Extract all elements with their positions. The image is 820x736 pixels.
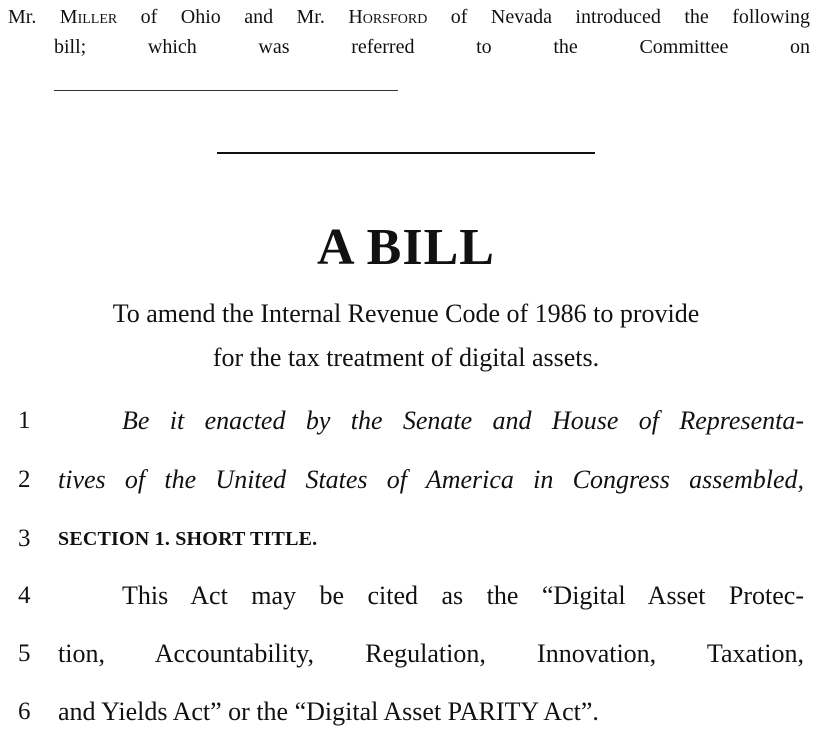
purpose-line-2: for the tax treatment of digital assets. — [212, 343, 600, 372]
line-text-5: tion, Accountability, Regulation, Innovation, Taxation, — [58, 639, 804, 668]
line-number-6: 6 — [18, 698, 31, 725]
line-number-1: 1 — [18, 407, 31, 434]
bill-purpose — [0, 292, 812, 380]
intro-mid: of Ohio and Mr. — [117, 6, 349, 28]
introduction-statement — [8, 2, 810, 62]
line-number-2: 2 — [18, 466, 31, 493]
line-number-4: 4 — [18, 582, 31, 609]
section-heading: SECTION 1. SHORT TITLE. — [58, 528, 318, 550]
line-text-6: and Yields Act” or the “Digital Asset PARITY Act”. — [58, 697, 599, 726]
intro-suffix: of Nevada introduced the following — [427, 6, 810, 28]
line-text-4: This Act may be cited as the “Digital Asset Protec- — [122, 581, 804, 610]
intro-line-2: bill; which was referred to the Committee on — [54, 36, 810, 58]
purpose-line-1: To amend the Internal Revenue Code of 1986 to provide — [112, 299, 700, 328]
line-number-3: 3 — [18, 525, 31, 552]
intro-prefix: Mr. — [8, 6, 60, 28]
sponsor-2: Horsford — [348, 6, 428, 28]
committee-blank-line — [54, 90, 398, 91]
intro-line-1 — [8, 2, 810, 32]
line-number-5: 5 — [18, 640, 31, 667]
separator-rule — [217, 152, 595, 154]
line-text-2: tives of the United States of America in Congress assembled, — [58, 465, 804, 494]
bill-title: A BILL — [317, 219, 495, 276]
sponsor-1: Miller — [59, 6, 118, 28]
line-text-1: Be it enacted by the Senate and House of Representa- — [122, 406, 804, 435]
